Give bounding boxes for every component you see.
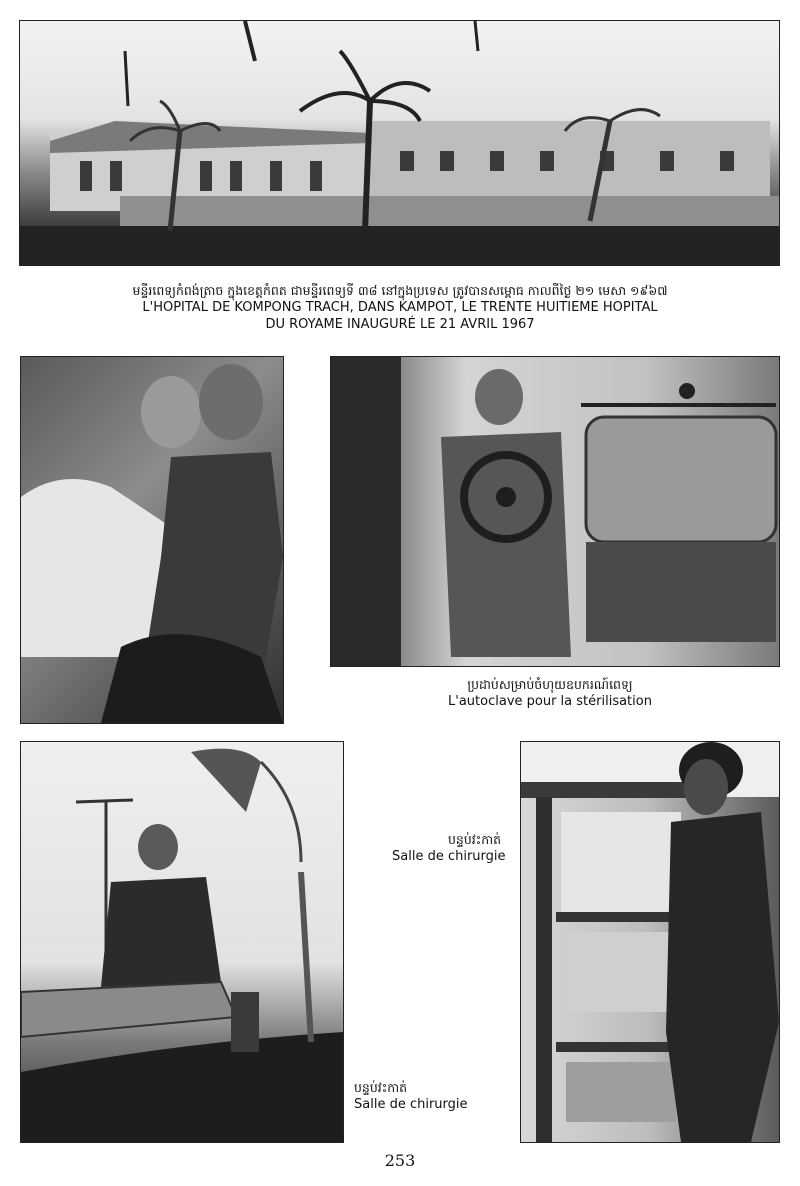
surgery-caption-right-french: Salle de chirurgie [392, 849, 506, 864]
hospital-photo [19, 20, 780, 266]
surgery-photo-left-illustration [21, 742, 343, 1142]
autoclave-caption [350, 676, 750, 710]
hospital-caption-line-2: DU ROYAME INAUGURÉ LE 21 AVRIL 1967 [265, 317, 535, 332]
hospital-caption [0, 282, 800, 333]
embrace-photo-illustration [21, 357, 283, 723]
page-number: 253 [384, 1151, 416, 1170]
autoclave-caption-khmer: ប្រដាប់សម្រាប់ចំហុយឧបករណ៍ពេទ្យ [467, 677, 633, 692]
hospital-caption-khmer: មន្ទីរពេទ្យកំពង់ត្រាច ក្នុងខេត្តកំពត ជាមន្ទីរពេទ្យទី ៣៨ នៅក្នុងប្រទេស ត្រូវបានសម្ពោធ កាលពីថ្ងៃ ២១ មេសា ១៩៦៧ [132, 283, 668, 298]
surgery-caption-bottom-khmer: បន្ទប់វះកាត់ [354, 1080, 408, 1095]
hospital-caption-line-1: L'HOPITAL DE KOMPONG TRACH, DANS KAMPOT, LE TRENTE HUITIEME HOPITAL [142, 300, 658, 315]
autoclave-photo [330, 356, 780, 667]
embrace-photo [20, 356, 284, 724]
surgery-photo-right-illustration [521, 742, 779, 1142]
autoclave-photo-illustration [331, 357, 779, 666]
surgery-photo-right [520, 741, 780, 1143]
surgery-caption-bottom-french: Salle de chirurgie [354, 1097, 468, 1112]
hospital-photo-illustration [20, 21, 779, 265]
surgery-caption-right [392, 831, 522, 865]
surgery-photo-left [20, 741, 344, 1143]
surgery-caption-right-khmer: បន្ទប់វះកាត់ [448, 832, 502, 847]
autoclave-caption-french: L'autoclave pour la stérilisation [448, 694, 652, 709]
surgery-caption-bottom [354, 1079, 484, 1113]
